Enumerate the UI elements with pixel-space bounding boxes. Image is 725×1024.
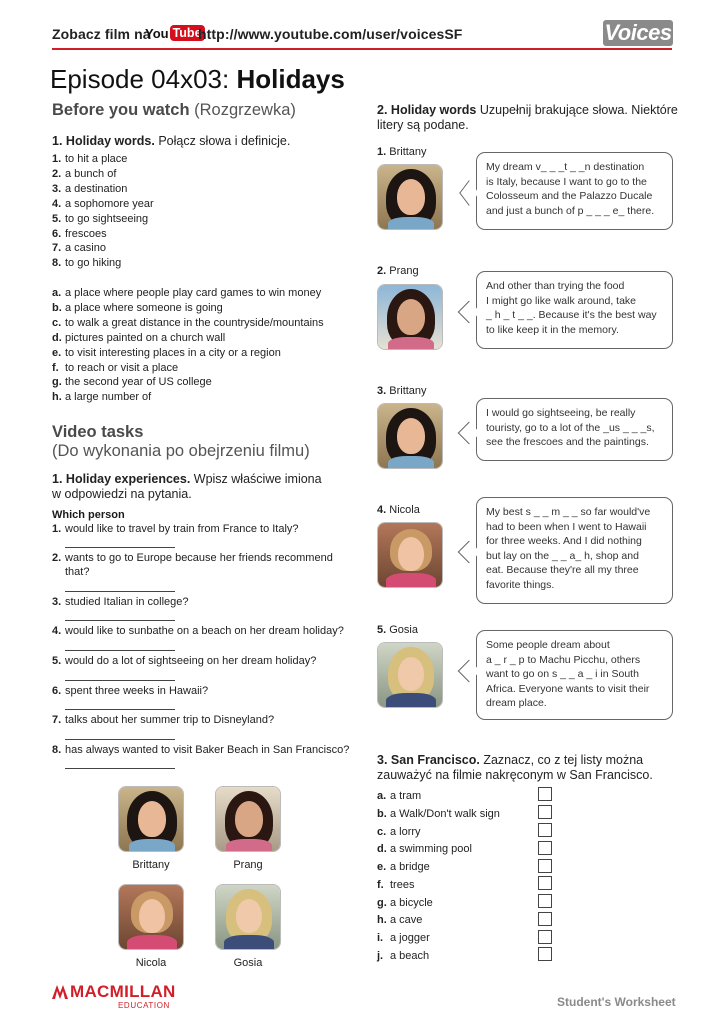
gosia-photo — [377, 642, 443, 708]
video-tasks-sub: (Do wykonania po obejrzeniu filmu) — [52, 442, 310, 460]
which-person-label: Which person — [52, 509, 125, 521]
checkbox-lorry[interactable] — [538, 823, 552, 837]
voices-logo: Voices — [604, 20, 672, 45]
list-item: h. a large number of — [52, 391, 152, 404]
checklist-item: j. a beach — [377, 950, 430, 962]
checkbox-tram[interactable] — [538, 787, 552, 801]
list-item: f. to reach or visit a place — [52, 361, 179, 374]
task1-heading — [52, 134, 290, 149]
checkbox-bridge[interactable] — [538, 859, 552, 873]
list-item: 1. to hit a place — [52, 153, 128, 165]
checkbox-bicycle[interactable] — [538, 894, 552, 908]
answer-line[interactable] — [65, 547, 175, 548]
speaker-label: 4. Nicola — [377, 504, 420, 516]
answer-line[interactable] — [65, 620, 175, 621]
list-item: c. to walk a great distance in the countryside/mountains — [52, 316, 324, 329]
list-item: 4. a sophomore year — [52, 197, 154, 210]
episode-topic: Holidays — [236, 64, 345, 94]
answer-line[interactable] — [65, 739, 175, 740]
prang-photo — [377, 284, 443, 350]
question-item: 4. would like to sunbathe on a beach on her dream holiday? — [52, 625, 344, 637]
caption-prang: Prang — [233, 859, 263, 871]
checklist-item: c. a lorry — [377, 826, 421, 838]
brittany-photo — [118, 786, 184, 852]
question-item: 2. wants to go to Europe because her friends recommend that? — [52, 552, 333, 578]
caption-brittany: Brittany — [132, 859, 170, 871]
quote-bubble: Some people dream about a _ r _ p to Machu Picchu, others want to go on s _ _ a _ i in South Africa. Everyone wants to visit their dream place. — [476, 630, 673, 720]
checklist-item: i. a jogger — [377, 932, 430, 944]
checklist-item: a. a tram — [377, 790, 422, 802]
caption-nicola: Nicola — [135, 957, 167, 969]
video-task1-heading: 1. Holiday experiences. Wpisz właściwe imiona w odpowiedzi na pytania. — [52, 472, 322, 501]
answer-line[interactable] — [65, 709, 175, 710]
list-item: 2. a bunch of — [52, 167, 117, 180]
youtube-tube: Tube — [170, 25, 205, 41]
quote-bubble: My dream v_ _ _t _ _n destination is Italy, because I want to go to the Colosseum and the Palazzo Ducale and just a bunch of p _ _ _ e_ there. — [476, 152, 673, 230]
worksheet-label: Student's Worksheet — [557, 995, 676, 1009]
youtube-url-link[interactable]: http://www.youtube.com/user/voicesSF — [198, 26, 463, 42]
task1-bold: Holiday words. — [65, 134, 155, 148]
before-watch-sub: (Rozgrzewka) — [194, 101, 296, 119]
list-item: b. a place where someone is going — [52, 301, 223, 314]
header-divider — [52, 48, 672, 50]
checkbox-trees[interactable] — [538, 876, 552, 890]
checklist-item: b. a Walk/Don't walk sign — [377, 808, 500, 820]
checklist-item: h. a cave — [377, 914, 423, 926]
caption-gosia: Gosia — [233, 957, 263, 969]
task3-heading: 3. San Francisco. Zaznacz, co z tej listy można zauważyć na filmie nakręconym w San Francisco. — [377, 753, 653, 782]
macmillan-mark-icon — [52, 985, 68, 999]
list-item: 8. to go hiking — [52, 257, 122, 270]
brittany-photo — [377, 403, 443, 469]
film-prompt: Zobacz film na — [52, 26, 151, 42]
nicola-photo — [118, 884, 184, 950]
macmillan-sub: EDUCATION — [118, 1001, 170, 1010]
word-list — [52, 152, 154, 271]
answer-line[interactable] — [65, 591, 175, 592]
before-watch-title: Before you watch — [52, 101, 190, 119]
quote-bubble: I would go sightseeing, be really touristy, go to a lot of the _us _ _ _s, see the frescoes and the paintings. — [476, 398, 673, 461]
speaker-label: 3. Brittany — [377, 385, 427, 397]
prang-photo — [215, 786, 281, 852]
list-item: a. a place where people play card games to win money — [52, 287, 322, 299]
before-watch-heading — [52, 101, 296, 120]
definition-list — [52, 286, 324, 405]
quote-bubble: My best s _ _ m _ _ so far would've had to been when I went to Hawaii for three weeks. And I did nothing but lay on the _ _ a_ h, shop and eat. Because they're all my three favorite things. — [476, 497, 673, 604]
checklist-item: g. a bicycle — [377, 897, 433, 909]
youtube-you: You — [145, 25, 169, 41]
question-item: 5. would do a lot of sightseeing on her dream holiday? — [52, 655, 317, 667]
checkbox-walk-sign[interactable] — [538, 805, 552, 819]
checklist-item: f. trees — [377, 879, 415, 891]
checkbox-beach[interactable] — [538, 947, 552, 961]
list-item: 5. to go sightseeing — [52, 212, 149, 225]
task1-number: 1. — [52, 134, 63, 148]
nicola-photo — [377, 522, 443, 588]
list-item: 7. a casino — [52, 242, 106, 255]
episode-label: Episode 04x03: — [50, 64, 230, 94]
video-tasks-title: Video tasks — [52, 423, 144, 441]
answer-line[interactable] — [65, 768, 175, 769]
question-item: 6. spent three weeks in Hawaii? — [52, 685, 209, 697]
checkbox-cave[interactable] — [538, 912, 552, 926]
speaker-label: 2. Prang — [377, 265, 419, 277]
question-item: 3. studied Italian in college? — [52, 596, 189, 608]
macmillan-logo: MACMILLAN — [70, 982, 176, 1001]
youtube-logo — [145, 25, 205, 41]
list-item: 6. frescoes — [52, 227, 107, 240]
question-item: 1. would like to travel by train from France to Italy? — [52, 523, 299, 535]
gosia-photo — [215, 884, 281, 950]
task1-text: Połącz słowa i definicje. — [158, 134, 291, 148]
speaker-label: 5. Gosia — [377, 624, 418, 636]
answer-line[interactable] — [65, 680, 175, 681]
checkbox-swimming-pool[interactable] — [538, 841, 552, 855]
list-item: g. the second year of US college — [52, 376, 212, 389]
list-item: 3. a destination — [52, 182, 128, 195]
task2-heading: 2. Holiday words Uzupełnij brakujące słowa. Niektóre litery są podane. — [377, 103, 678, 132]
video-tasks-heading — [52, 423, 143, 442]
page-title — [50, 64, 345, 95]
list-item: e. to visit interesting places in a city or a region — [52, 346, 281, 359]
list-item: d. pictures painted on a church wall — [52, 331, 226, 344]
question-item: 7. talks about her summer trip to Disneyland? — [52, 714, 275, 726]
checklist-item: e. a bridge — [377, 861, 430, 873]
brittany-photo — [377, 164, 443, 230]
answer-line[interactable] — [65, 650, 175, 651]
speaker-label: 1. Brittany — [377, 146, 427, 158]
quote-bubble: And other than trying the food I might go like walk around, take _ h _ t _ _. Because it's the best way to like keep it in the memory. — [476, 271, 673, 349]
question-item: 8. has always wanted to visit Baker Beach in San Francisco? — [52, 744, 350, 756]
checklist-item: d. a swimming pool — [377, 843, 472, 855]
checkbox-jogger[interactable] — [538, 930, 552, 944]
